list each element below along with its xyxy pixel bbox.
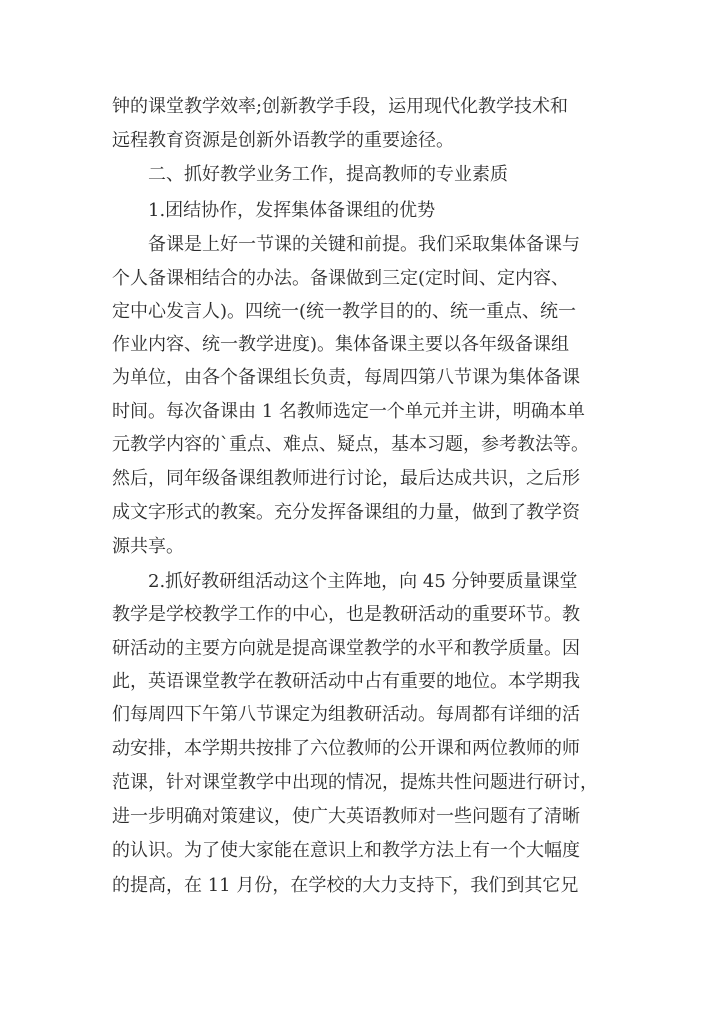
subsection-heading: 1.团结协作，发挥集体备课组的优势 [148, 200, 436, 221]
text-line: 研活动的主要方向就是提高课堂教学的水平和教学质量。因 [112, 638, 580, 659]
text-line: 时间。每次备课由 1 名教师选定一个单元并主讲，明确本单 [112, 401, 585, 422]
text-line: 元教学内容的`重点、难点、疑点，基本习题，参考教法等。 [112, 434, 589, 455]
text-line: 定中心发言人)。四统一(统一教学目的的、统一重点、统一 [112, 301, 577, 322]
text-line: 成文字形式的教案。充分发挥备课组的力量，做到了教学资 [112, 502, 580, 523]
text-line: 为单位，由各个备课组长负责，每周四第八节课为集体备课 [112, 367, 580, 388]
text-line: 此，英语课堂教学在教研活动中占有重要的地位。本学期我 [112, 671, 580, 692]
section-heading: 二、抓好教学业务工作，提高教师的专业素质 [148, 164, 508, 185]
text-line: 钟的课堂教学效率;创新教学手段，运用现代化教学技术和 [112, 96, 569, 117]
text-line: 远程教育资源是创新外语教学的重要途径。 [112, 130, 454, 151]
text-line: 教学是学校教学工作的中心，也是教研活动的重要环节。教 [112, 604, 580, 625]
text-line: 备课是上好一节课的关键和前提。我们采取集体备课与 [148, 234, 580, 255]
text-line: 范课，针对课堂教学中出现的情况，提炼共性问题进行研讨， [112, 772, 598, 793]
text-line: 进一步明确对策建议，使广大英语教师对一些问题有了清晰 [112, 806, 580, 827]
text-line: 们每周四下午第八节课定为组教研活动。每周都有详细的活 [112, 704, 580, 725]
text-line: 源共享。 [112, 536, 184, 557]
text-line: 动安排，本学期共按排了六位教师的公开课和两位教师的师 [112, 738, 580, 759]
text-line: 作业内容、统一教学进度)。集体备课主要以各年级备课组 [112, 334, 570, 355]
text-line: 的认识。为了使大家能在意识上和教学方法上有一个大幅度 [112, 840, 580, 861]
subsection-heading: 2.抓好教研组活动这个主阵地，向 45 分钟要质量课堂 [148, 571, 578, 592]
text-line: 然后，同年级备课组教师进行讨论，最后达成共识，之后形 [112, 468, 580, 489]
text-line: 个人备课相结合的办法。备课做到三定(定时间、定内容、 [112, 268, 570, 289]
text-line: 的提高，在 11 月份，在学校的大力支持下，我们到其它兄 [112, 875, 579, 896]
